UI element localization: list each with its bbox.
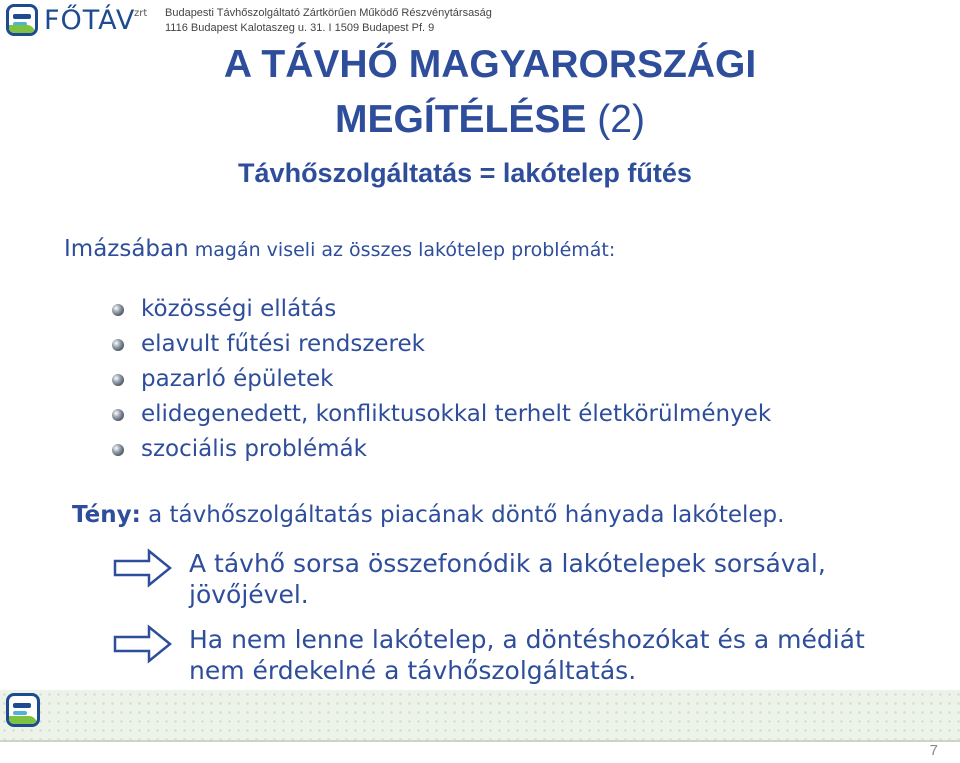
list-item-text: elidegenedett, konfliktusokkal terhelt életkörülmények xyxy=(141,401,772,427)
list-item-text: közösségi ellátás xyxy=(141,296,337,322)
company-info xyxy=(165,6,492,36)
list-item xyxy=(108,432,771,467)
arrow-right-icon xyxy=(113,548,173,588)
slide-subtitle: Távhőszolgáltatás = lakótelep fűtés xyxy=(238,158,692,188)
footer-logo-icon xyxy=(6,693,40,727)
page-number: 7 xyxy=(929,742,938,759)
bullet-icon xyxy=(112,304,124,316)
logo-text: FŐTÁV xyxy=(44,5,136,36)
bullet-icon xyxy=(112,444,124,456)
footer-band xyxy=(0,690,960,740)
footer-divider xyxy=(0,740,960,742)
slide-header xyxy=(0,0,960,44)
arrow-right-icon xyxy=(113,624,173,664)
intro-text xyxy=(64,236,615,262)
list-item-text: pazarló épületek xyxy=(141,366,334,392)
slide-title-line2 xyxy=(10,98,960,142)
company-name: Budapesti Távhőszolgáltató Zártkörűen Működő Részvénytársaság xyxy=(165,7,492,19)
bullet-icon xyxy=(112,409,124,421)
bullet-icon xyxy=(112,339,124,351)
slide-title-line1: A TÁVHŐ MAGYARORSZÁGI xyxy=(223,43,757,86)
list-item-text: szociális problémák xyxy=(141,436,367,462)
fact-text: a távhőszolgáltatás piacának döntő hányada lakótelep. xyxy=(148,502,785,528)
list-item xyxy=(108,362,771,397)
list-item xyxy=(108,327,771,362)
intro-rest: magán viseli az összes lakótelep problémát: xyxy=(194,239,616,261)
logo-suffix: zrt xyxy=(134,8,148,19)
slide-title-number: (2) xyxy=(597,98,645,141)
arrow-point-text: Ha nem lenne lakótelep, a döntéshozókat és a médiát nem érdekelné a távhőszolgáltatás. xyxy=(189,625,865,685)
company-address: 1116 Budapest Kalotaszeg u. 31. I 1509 Budapest Pf. 9 xyxy=(165,22,435,34)
list-item-text: elavult fűtési rendszerek xyxy=(141,331,425,357)
fotav-logo-icon xyxy=(6,4,38,36)
bullet-icon xyxy=(112,374,124,386)
list-item xyxy=(108,397,771,432)
problem-list xyxy=(108,292,771,467)
list-item xyxy=(108,292,771,327)
intro-keyword: Imázsában xyxy=(64,236,189,262)
arrow-point-text: A távhő sorsa összefonódik a lakótelepek sorsával, jövőjével. xyxy=(189,549,826,609)
slide-title-main: MEGÍTÉLÉSE xyxy=(335,98,587,141)
fact-label: Tény: xyxy=(72,502,141,528)
fact-statement xyxy=(72,502,784,528)
